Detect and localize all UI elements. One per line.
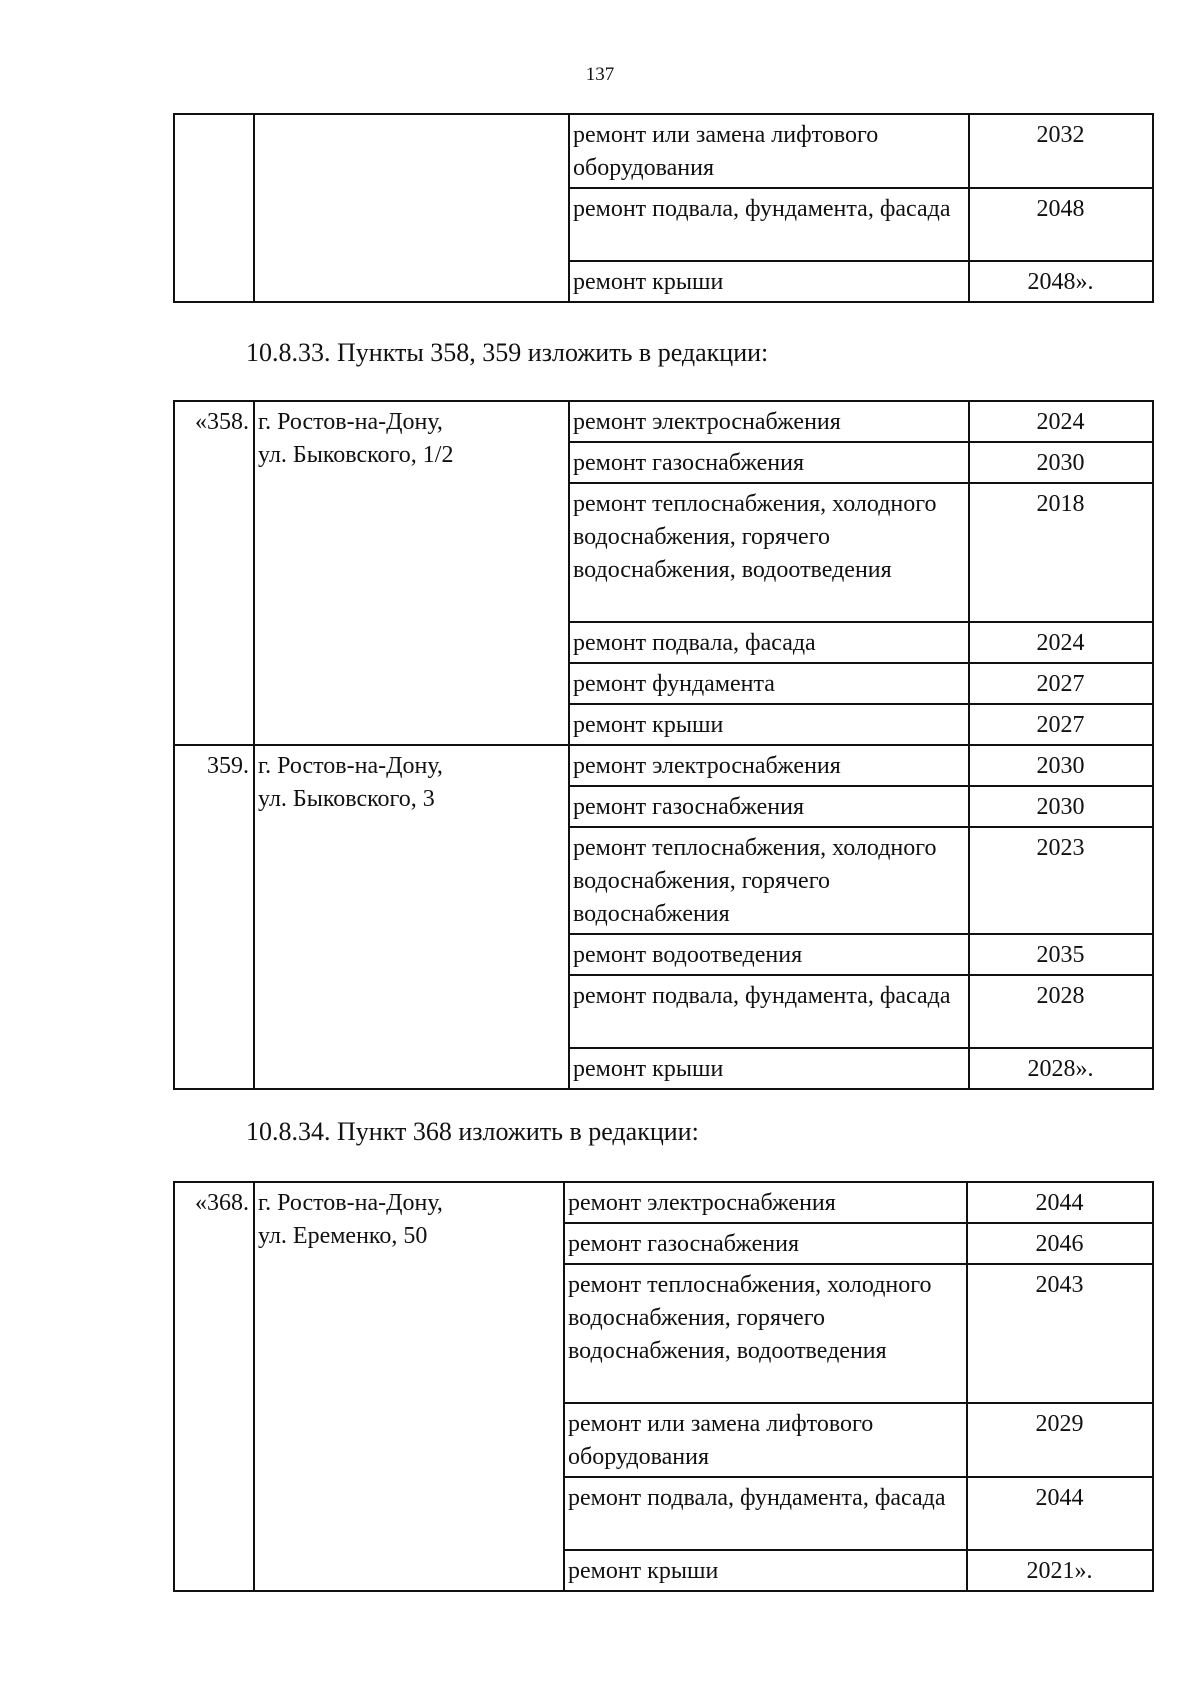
year-cell: 2023 [969, 827, 1153, 934]
work-cell: ремонт электроснабжения [569, 745, 969, 786]
year-cell: 2030 [969, 745, 1153, 786]
year-cell: 2030 [969, 786, 1153, 827]
work-cell: ремонт фундамента [569, 663, 969, 704]
work-cell: ремонт теплоснабжения, холодного водоснабжения, горячего водоснабжения [569, 827, 969, 934]
year-cell: 2027 [969, 663, 1153, 704]
work-cell: ремонт электроснабжения [569, 401, 969, 442]
address-street: ул. Быковского, 3 [258, 786, 435, 812]
address-street: ул. Еременко, 50 [258, 1223, 428, 1249]
year-cell: 2048 [969, 188, 1153, 261]
year-cell: 2043 [967, 1264, 1153, 1403]
work-cell: ремонт крыши [564, 1550, 967, 1591]
item-number: «358. [174, 401, 254, 745]
work-cell: ремонт водоотведения [569, 934, 969, 975]
year-cell: 2044 [967, 1182, 1153, 1223]
year-cell: 2032 [969, 114, 1153, 188]
amendment-paragraph: 10.8.34. Пункт 368 изложить в редакции: [246, 1117, 699, 1146]
register-table [173, 1181, 1154, 1592]
work-cell: ремонт или замена лифтового оборудования [569, 114, 969, 188]
work-cell: ремонт теплоснабжения, холодного водоснабжения, горячего водоснабжения, водоотведения [569, 483, 969, 622]
year-cell: 2027 [969, 704, 1153, 745]
work-cell: ремонт или замена лифтового оборудования [564, 1403, 967, 1477]
work-cell: ремонт подвала, фундамента, фасада [569, 188, 969, 261]
item-number: «368. [174, 1182, 254, 1591]
address-cell [254, 114, 569, 302]
year-cell: 2021». [967, 1550, 1153, 1591]
item-number: 359. [174, 745, 254, 1089]
year-cell: 2046 [967, 1223, 1153, 1264]
year-cell: 2030 [969, 442, 1153, 483]
table-row [174, 114, 1153, 188]
year-cell: 2018 [969, 483, 1153, 622]
year-cell: 2024 [969, 622, 1153, 663]
year-cell: 2044 [967, 1477, 1153, 1550]
number-cell [174, 114, 254, 302]
year-cell: 2028». [969, 1048, 1153, 1089]
work-cell: ремонт крыши [569, 1048, 969, 1089]
address-city: г. Ростов-на-Дону, [258, 753, 443, 779]
year-cell: 2029 [967, 1403, 1153, 1477]
work-cell: ремонт газоснабжения [569, 786, 969, 827]
continuation-table [173, 113, 1154, 303]
year-cell: 2024 [969, 401, 1153, 442]
table-row [174, 1182, 1153, 1223]
year-cell: 2028 [969, 975, 1153, 1048]
address-city: г. Ростов-на-Дону, [258, 409, 443, 435]
work-cell: ремонт крыши [569, 704, 969, 745]
work-cell: ремонт подвала, фундамента, фасада [569, 975, 969, 1048]
work-cell: ремонт газоснабжения [564, 1223, 967, 1264]
work-cell: ремонт подвала, фундамента, фасада [564, 1477, 967, 1550]
register-table [173, 400, 1154, 1090]
table-row [174, 745, 1153, 786]
address-cell [254, 401, 569, 745]
work-cell: ремонт подвала, фасада [569, 622, 969, 663]
work-cell: ремонт теплоснабжения, холодного водоснабжения, горячего водоснабжения, водоотведения [564, 1264, 967, 1403]
work-cell: ремонт крыши [569, 261, 969, 302]
address-cell [254, 745, 569, 1089]
address-city: г. Ростов-на-Дону, [258, 1190, 443, 1216]
year-cell: 2035 [969, 934, 1153, 975]
address-cell [254, 1182, 564, 1591]
work-cell: ремонт электроснабжения [564, 1182, 967, 1223]
table-row [174, 401, 1153, 442]
page-number: 137 [585, 64, 615, 85]
work-cell: ремонт газоснабжения [569, 442, 969, 483]
address-street: ул. Быковского, 1/2 [258, 442, 454, 468]
year-cell: 2048». [969, 261, 1153, 302]
amendment-paragraph: 10.8.33. Пункты 358, 359 изложить в редакции: [246, 338, 769, 367]
